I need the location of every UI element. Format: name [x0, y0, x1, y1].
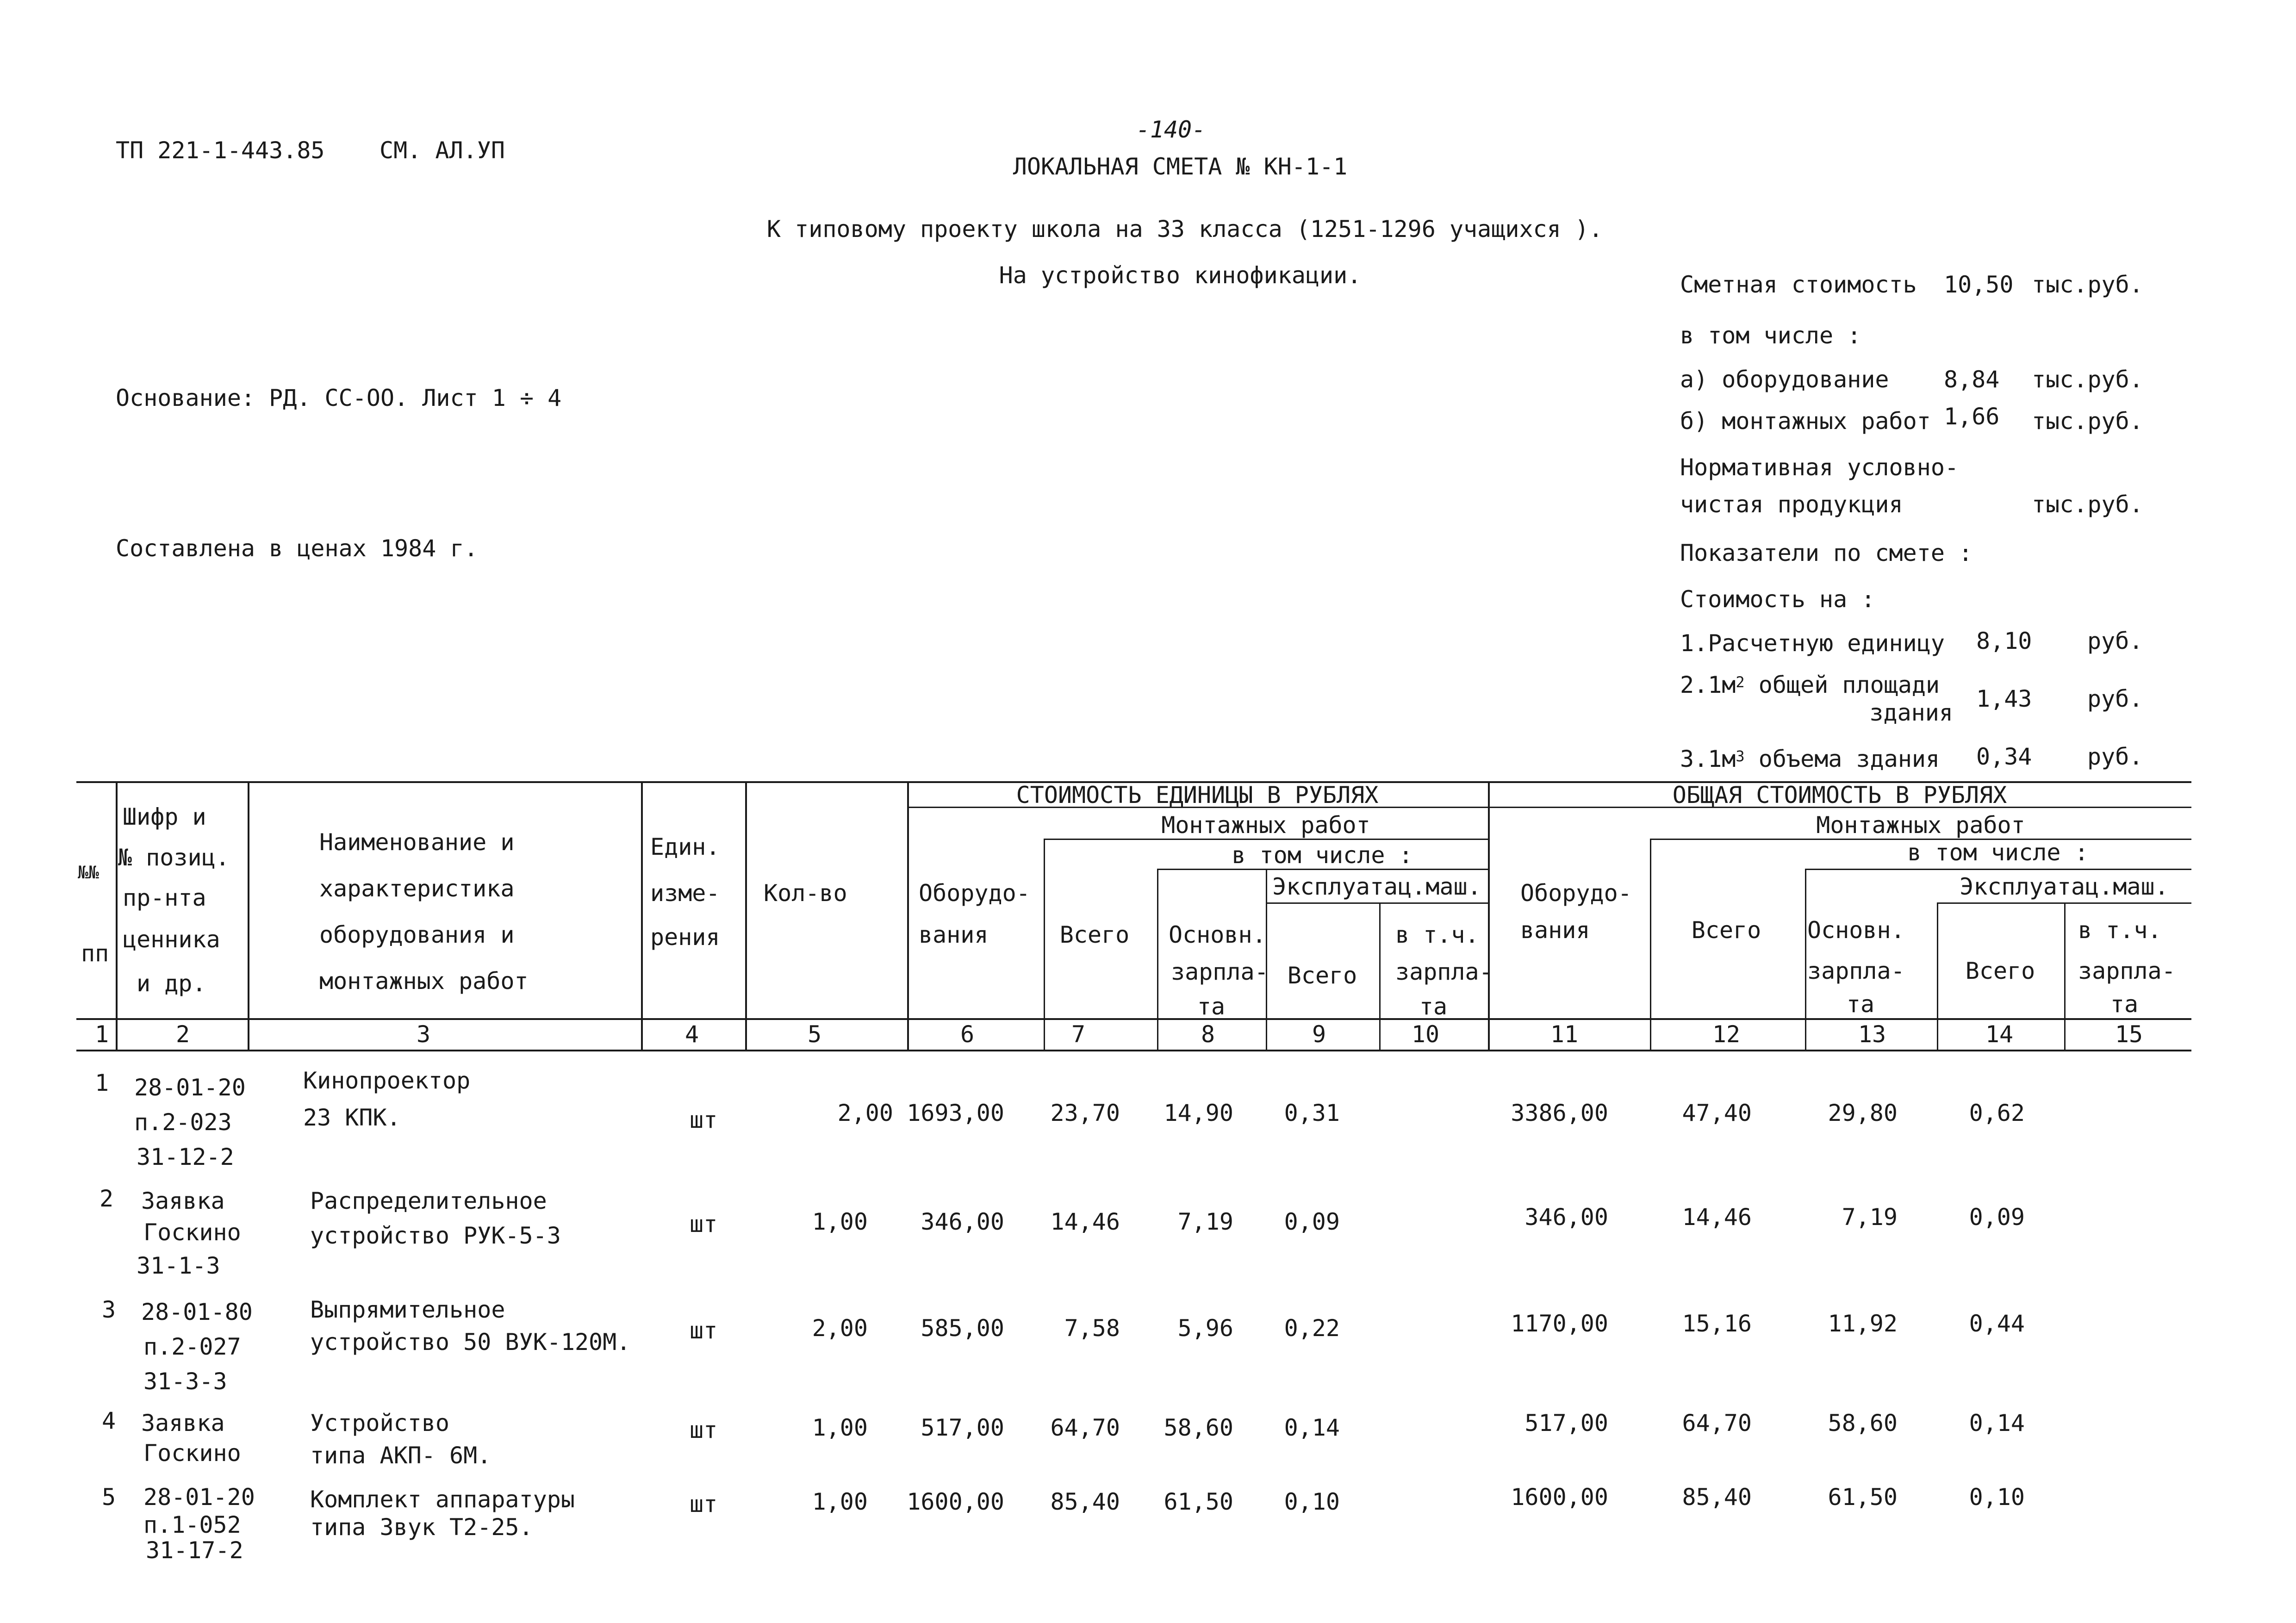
row-unit: шт: [690, 1417, 718, 1443]
indicator-1-label: 1.Расчетную единицу: [1680, 630, 1945, 657]
col13-header-line2: зарпла-: [1807, 958, 1905, 984]
col11-header-line1: Оборудо-: [1520, 880, 1632, 907]
indicator-3-label: $3.1м^3$ объема здания: [1680, 746, 1940, 772]
unit-machine-header: Эксплуатац.маш.: [1272, 873, 1481, 900]
row-unit-equipment: 1600,00: [907, 1488, 1004, 1515]
row-name-line: устройство РУК-5-3: [310, 1222, 561, 1249]
normative-unit: тыс.руб.: [2032, 491, 2143, 518]
row-name-line: типа АКП- 6М.: [310, 1442, 492, 1469]
col10-header-line3: та: [1419, 993, 1448, 1020]
album-reference: СМ. АЛ.УП: [380, 137, 505, 164]
row-total-equipment: 517,00: [1524, 1410, 1608, 1436]
col-number: 7: [1071, 1021, 1086, 1048]
row-unit-equipment: 517,00: [921, 1414, 1004, 1441]
col-number: 11: [1550, 1021, 1579, 1048]
row-name-line: 23 КПК.: [303, 1104, 401, 1131]
col15-header-line1: в т.ч.: [2078, 917, 2162, 944]
row-code-line: п.2-023: [134, 1109, 232, 1136]
col15-header-line3: та: [2110, 991, 2139, 1018]
col-number: 5: [807, 1021, 822, 1048]
row-unit-machine-total: 0,09: [1284, 1208, 1340, 1235]
row-total-base-wage: 7,19: [1842, 1204, 1898, 1231]
row-total-install: 47,40: [1682, 1100, 1752, 1126]
col2-header-line5: и др.: [137, 970, 206, 997]
col13-header-line3: та: [1846, 991, 1875, 1018]
col12-header: Всего: [1691, 917, 1761, 944]
indicator-2-label-cont: здания: [1869, 699, 1953, 726]
total-cost-group-header: ОБЩАЯ СТОИМОСТЬ В РУБЛЯХ: [1672, 782, 2007, 808]
row-name-line: устройство 50 ВУК-120М.: [310, 1329, 631, 1356]
document-title: ЛОКАЛЬНАЯ СМЕТА № КН-1-1: [1013, 153, 1348, 180]
row-unit-base-wage: 5,96: [1177, 1315, 1233, 1342]
col-number: 4: [684, 1021, 699, 1048]
install-value: 1,66: [1944, 403, 2000, 430]
row-number: 2: [100, 1185, 114, 1212]
basis-text: Основание: РД. СС-ОО. Лист 1 ÷ 4: [116, 385, 562, 411]
row-code-line: Госкино: [143, 1219, 241, 1246]
document-subtitle: К типовому проекту школа на 33 класса (1251-1296 учащихся ).: [766, 216, 1603, 243]
row-qty: 2,00: [837, 1100, 893, 1126]
col-number: 13: [1858, 1021, 1886, 1048]
tp-code: ТП 221-1-443.85: [116, 137, 325, 164]
col15-header-line2: зарпла-: [2078, 958, 2176, 984]
row-number: 1: [95, 1070, 109, 1096]
row-total-machine: 0,44: [1969, 1310, 2025, 1337]
indicator-1-unit: руб.: [2087, 628, 2143, 654]
row-unit-install-total: 23,70: [1050, 1100, 1120, 1126]
row-unit-equipment: 1693,00: [907, 1100, 1004, 1126]
row-name-line: Устройство: [310, 1410, 450, 1436]
row-total-machine: 0,62: [1969, 1100, 2025, 1126]
col-number: 8: [1201, 1021, 1215, 1048]
row-unit-base-wage: 58,60: [1164, 1414, 1233, 1441]
row-total-equipment: 1170,00: [1511, 1310, 1608, 1337]
indicator-1-value: 8,10: [1976, 628, 2032, 654]
unit-install-works-header: Монтажных работ: [1161, 812, 1370, 839]
col9-header: Всего: [1287, 962, 1357, 989]
col8-header-line1: Основн.: [1169, 921, 1266, 948]
row-unit: шт: [690, 1107, 718, 1133]
unit-cost-group-header: СТОИМОСТЬ ЕДИНИЦЫ В РУБЛЯХ: [1016, 782, 1379, 808]
indicator-2-value: 1,43: [1976, 685, 2032, 712]
col-number: 12: [1712, 1021, 1741, 1048]
col1-header-line1: №№: [78, 862, 99, 883]
row-code-line: Госкино: [143, 1440, 241, 1467]
row-qty: 1,00: [812, 1208, 868, 1235]
row-code-line: 28-01-20: [143, 1484, 255, 1511]
row-unit: шт: [690, 1317, 718, 1344]
cost-unit: тыс.руб.: [2032, 271, 2143, 298]
row-name-line: Кинопроектор: [303, 1067, 471, 1094]
col-number: 6: [960, 1021, 975, 1048]
col-number: 2: [175, 1021, 190, 1048]
row-unit: шт: [690, 1211, 718, 1237]
row-total-equipment: 346,00: [1524, 1204, 1608, 1231]
col4-header-line2: изме-: [650, 880, 720, 907]
equipment-value: 8,84: [1944, 366, 2000, 393]
col6-header-line1: Оборудо-: [919, 880, 1030, 907]
page-number: -140-: [1136, 116, 1206, 143]
col14-header: Всего: [1965, 958, 2035, 984]
col8-header-line3: та: [1197, 993, 1226, 1020]
row-unit-base-wage: 61,50: [1164, 1488, 1233, 1515]
row-code-line: 28-01-20: [134, 1074, 246, 1101]
indicator-2-unit: руб.: [2087, 685, 2143, 712]
row-code-line: 31-3-3: [143, 1368, 227, 1395]
cost-value: 10,50: [1944, 271, 2014, 298]
cost-per-label: Стоимость на :: [1680, 586, 1875, 613]
row-code-line: 28-01-80: [141, 1299, 253, 1325]
row-total-install: 64,70: [1682, 1410, 1752, 1436]
row-code-line: п.2-027: [143, 1333, 241, 1360]
col-number: 15: [2115, 1021, 2143, 1048]
row-total-machine: 0,10: [1969, 1484, 2025, 1511]
total-incl-rule: [1805, 869, 2191, 870]
row-code-line: п.1-052: [143, 1511, 241, 1538]
row-unit-install-total: 85,40: [1050, 1488, 1120, 1515]
row-unit-base-wage: 7,19: [1177, 1208, 1233, 1235]
including-label: в том числе :: [1680, 322, 1861, 349]
row-total-equipment: 3386,00: [1511, 1100, 1608, 1126]
row-unit-install-total: 7,58: [1064, 1315, 1120, 1342]
row-total-install: 14,46: [1682, 1204, 1752, 1231]
col-numbers-rule: [76, 1050, 2191, 1051]
indicator-3-unit: руб.: [2087, 743, 2143, 770]
row-total-base-wage: 58,60: [1828, 1410, 1898, 1436]
row-name-line: Комплект аппаратуры: [310, 1486, 575, 1513]
row-total-base-wage: 61,50: [1828, 1484, 1898, 1511]
row-unit-equipment: 346,00: [921, 1208, 1004, 1235]
header-bottom-rule: [76, 1018, 2191, 1020]
total-incl-header: в том числе :: [1907, 839, 2089, 866]
col-number: 9: [1312, 1021, 1326, 1048]
unit-machine-rule: [1266, 902, 1488, 904]
row-unit-install-total: 14,46: [1050, 1208, 1120, 1235]
row-name-line: Выпрямительное: [310, 1296, 505, 1323]
indicators-label: Показатели по смете :: [1680, 540, 1973, 566]
row-total-install: 15,16: [1682, 1310, 1752, 1337]
row-name-line: Распределительное: [310, 1188, 547, 1214]
row-unit: шт: [690, 1491, 718, 1517]
col-number: 10: [1411, 1021, 1440, 1048]
row-unit-machine-total: 0,31: [1284, 1100, 1340, 1126]
row-total-machine: 0,14: [1969, 1410, 2025, 1436]
col3-header-line2: характеристика: [319, 875, 515, 902]
row-code-line: 31-1-3: [137, 1252, 220, 1279]
col1-header-line2: пп: [81, 940, 109, 967]
row-number: 3: [102, 1296, 116, 1323]
col2-header-line1: Шифр и: [123, 803, 206, 830]
row-total-base-wage: 11,92: [1828, 1310, 1898, 1337]
install-label: б) монтажных работ: [1680, 408, 1931, 435]
col2-header-line3: пр-нта: [123, 884, 206, 911]
row-qty: 2,00: [812, 1315, 868, 1342]
row-total-base-wage: 29,80: [1828, 1100, 1898, 1126]
normative-line2: чистая продукция: [1680, 491, 1903, 518]
col-number: 1: [94, 1021, 109, 1048]
col4-header-line3: рения: [650, 924, 720, 951]
row-code-line: Заявка: [141, 1410, 225, 1436]
row-number: 4: [102, 1407, 116, 1434]
indicator-2-label: $2.1м^2$ общей площади: [1680, 672, 1940, 698]
col2-header-line2: № позиц.: [118, 844, 230, 871]
row-unit-install-total: 64,70: [1050, 1414, 1120, 1441]
row-total-equipment: 1600,00: [1511, 1484, 1608, 1511]
row-qty: 1,00: [812, 1488, 868, 1515]
col10-header-line1: в т.ч.: [1395, 921, 1479, 948]
install-unit: тыс.руб.: [2032, 408, 2143, 435]
col11-header-line2: вания: [1520, 917, 1590, 944]
total-machine-header: Эксплуатац.маш.: [1960, 873, 2169, 900]
unit-incl-header: в том числе :: [1232, 842, 1413, 869]
cost-label: Сметная стоимость: [1680, 271, 1917, 298]
col4-header-line1: Един.: [650, 833, 720, 860]
row-unit-equipment: 585,00: [921, 1315, 1004, 1342]
col3-header-line3: оборудования и: [319, 921, 515, 948]
col-number: 3: [416, 1021, 431, 1048]
normative-line1: Нормативная условно-: [1680, 454, 1959, 481]
document-purpose: На устройство кинофикации.: [999, 262, 1362, 289]
col5-header: Кол-во: [764, 880, 847, 907]
col3-header-line1: Наименование и: [319, 829, 515, 856]
row-total-machine: 0,09: [1969, 1204, 2025, 1231]
col7-header: Всего: [1059, 921, 1130, 948]
row-number: 5: [102, 1484, 116, 1511]
col2-header-line4: ценника: [123, 926, 220, 953]
col8-header-line2: зарпла-: [1171, 958, 1269, 985]
col13-header-line1: Основн.: [1807, 917, 1905, 944]
row-code-line: 31-17-2: [146, 1537, 243, 1564]
col6-header-line2: вания: [919, 921, 989, 948]
row-unit-machine-total: 0,22: [1284, 1315, 1340, 1342]
row-unit-base-wage: 14,90: [1164, 1100, 1233, 1126]
prices-year-text: Составлена в ценах 1984 г.: [116, 535, 478, 562]
col10-header-line2: зарпла-: [1395, 958, 1493, 985]
indicator-3-value: 0,34: [1976, 743, 2032, 770]
total-install-works-header: Монтажных работ: [1816, 812, 2025, 839]
equipment-label: а) оборудование: [1680, 366, 1889, 393]
equipment-unit: тыс.руб.: [2032, 366, 2143, 393]
row-unit-machine-total: 0,10: [1284, 1488, 1340, 1515]
row-code-line: 31-12-2: [137, 1144, 234, 1170]
row-qty: 1,00: [812, 1414, 868, 1441]
col-number: 14: [1985, 1021, 2014, 1048]
row-name-line: типа Звук Т2-25.: [310, 1514, 533, 1541]
row-unit-machine-total: 0,14: [1284, 1414, 1340, 1441]
row-total-install: 85,40: [1682, 1484, 1752, 1511]
col3-header-line4: монтажных работ: [319, 968, 529, 995]
row-code-line: Заявка: [141, 1188, 225, 1214]
